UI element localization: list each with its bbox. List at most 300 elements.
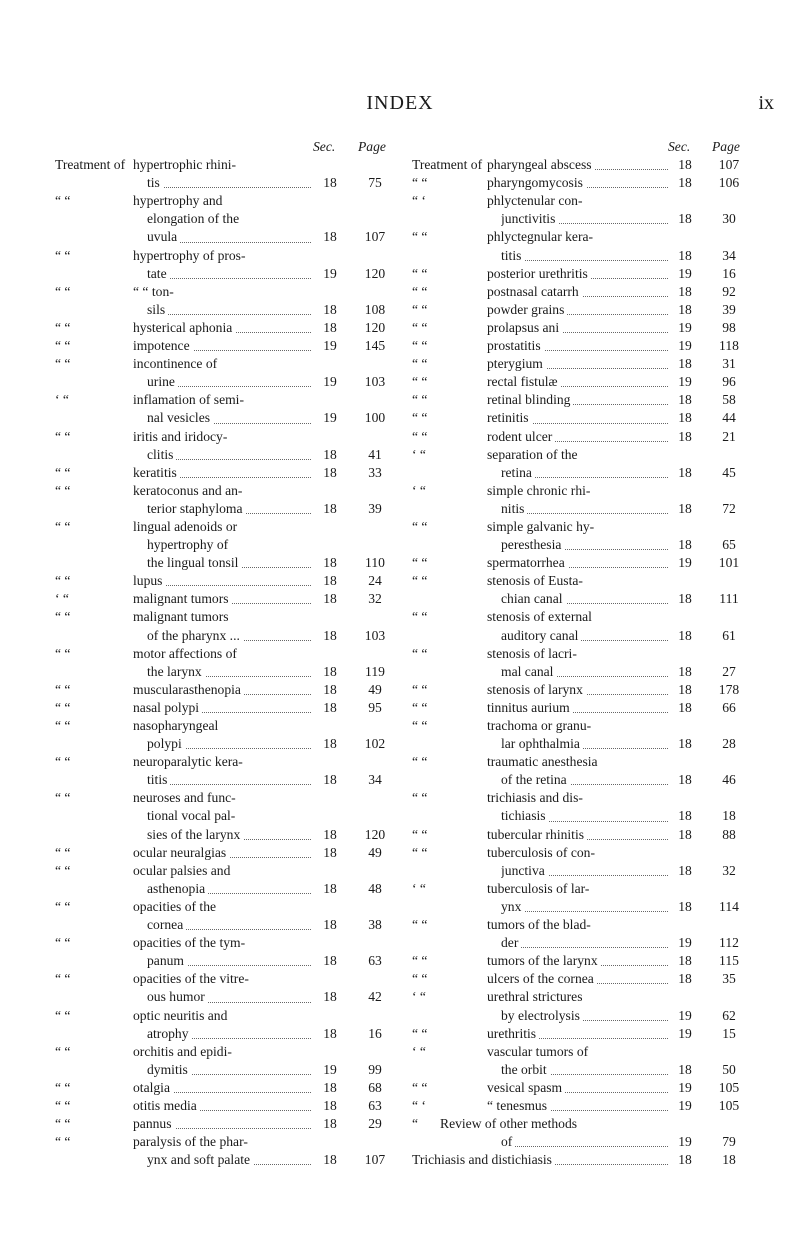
entry-text [147,409,315,427]
column-header [55,138,390,156]
entry-label: dymitis [147,1062,191,1077]
entry-text [147,1151,315,1169]
entry-page: 62 [722,1007,736,1023]
page-header [0,92,800,116]
entry-label: “ “ ton- [133,284,177,299]
dot-leader [147,784,311,785]
entry-section: 18 [678,157,692,173]
index-entry [412,771,752,789]
entry-lead: “ “ [412,374,428,390]
entry-lead: “ “ [55,790,71,806]
entry-lead: “ “ [412,518,428,534]
entry-text [487,844,672,862]
entry-lead: ‘ “ [412,989,426,1005]
index-entry [412,1043,752,1061]
entry-page: 178 [718,681,740,697]
entry-page: 16 [368,1025,382,1041]
entry-text [133,645,315,663]
entry-label: ynx and soft palate [147,1152,253,1167]
entry-section: 18 [678,971,692,987]
entry-label: postnasal catarrh [487,284,582,299]
entry-page: 33 [368,464,382,480]
entry-text [147,301,315,319]
entry-text [487,717,672,735]
index-entry [55,1079,390,1097]
entry-lead: “ “ [55,844,71,860]
entry-lead: “ “ [55,193,71,209]
entry-page: 103 [364,374,386,390]
dot-leader [501,911,668,912]
index-entry [55,265,390,283]
index-entry [412,916,752,934]
entry-lead: “ “ [412,392,428,408]
entry-page: 48 [368,880,382,896]
entry-section: 18 [678,356,692,372]
entry-text [487,572,672,590]
entry-label: spermatorrhea [487,555,568,570]
entry-label: stenosis of lacri- [487,646,580,661]
entry-lead: ‘ “ [412,880,426,896]
index-entry [412,880,752,898]
entry-section: 19 [323,374,337,390]
entry-section: 18 [678,772,692,788]
entry-text [133,192,315,210]
entry-label: terior staphyloma [147,501,246,516]
entry-label: “ tenesmus [487,1098,550,1113]
dot-leader [147,187,311,188]
index-entry [55,681,390,699]
index-entry [412,1133,752,1151]
entry-text [487,880,672,898]
entry-label: cornea [147,917,186,932]
entry-section: 18 [678,681,692,697]
index-entry [55,446,390,464]
entry-text [487,319,672,337]
entry-label: otalgia [133,1080,173,1095]
entry-text [133,1079,315,1097]
entry-label: pharyngeal abscess [487,157,595,172]
entry-page: 105 [718,1097,740,1113]
index-entry [55,482,390,500]
entry-section: 19 [678,1134,692,1150]
index-entry [55,970,390,988]
entry-page: 96 [722,374,736,390]
entry-label: urethritis [487,1026,539,1041]
entry-page: 114 [719,898,739,914]
index-entry [412,428,752,446]
entry-label: urethral strictures [487,989,586,1004]
entry-text [487,283,672,301]
index-entry [55,1007,390,1025]
entry-text [133,337,315,355]
entry-section: 19 [678,1025,692,1041]
entry-lead: “ “ [412,953,428,969]
index-entry [55,1151,390,1169]
entry-section: 18 [678,627,692,643]
entry-lead: “ “ [412,718,428,733]
entry-page: 102 [364,736,386,752]
index-entry [412,1007,752,1025]
entry-lead: ‘ “ [412,446,426,462]
entry-label: tubercular rhinitis [487,827,587,842]
entry-section: 18 [678,537,692,553]
index-entry [412,572,752,590]
index-entry [412,699,752,717]
entry-section: 18 [678,736,692,752]
entry-section: 18 [323,1116,337,1132]
entry-label: simple chronic rhi- [487,483,593,498]
entry-section: 19 [323,338,337,354]
entry-text [487,228,672,246]
index-entry [55,789,390,807]
entry-lead: “ “ [412,754,428,770]
index-entry [55,717,390,735]
entry-label: nasopharyngeal [133,718,221,733]
entry-lead: “ “ [55,1116,71,1132]
entry-section: 18 [323,446,337,462]
index-entry [412,1061,752,1079]
entry-text [412,1151,672,1169]
entry-page: 111 [719,591,739,607]
entry-text [133,789,315,807]
index-entry [55,247,390,265]
entry-page: 66 [722,699,736,715]
entry-section: 18 [678,464,692,480]
entry-label: urine [147,374,178,389]
entry-label: rodent ulcer [487,429,555,444]
entry-lead: “ “ [55,283,71,299]
entry-label: keratitis [133,465,180,480]
index-entry [412,934,752,952]
entry-page: 145 [364,338,386,354]
index-entry [55,554,390,572]
entry-lead: “ “ [55,898,71,914]
index-entry [55,771,390,789]
entry-text [147,228,315,246]
entry-page: 99 [368,1061,382,1077]
entry-section: 18 [323,1097,337,1113]
index-entry [412,373,752,391]
entry-text [501,464,672,482]
entry-section: 18 [323,826,337,842]
entry-lead: “ “ [412,410,428,426]
entry-label: polypi [147,736,185,751]
index-entry [412,735,752,753]
entry-section: 18 [323,953,337,969]
index-entry [55,391,390,409]
entry-label: Trichiasis and distichiasis [412,1152,555,1167]
index-entry [412,156,752,174]
entry-label: titis [501,248,524,263]
entry-text [133,464,315,482]
entry-label: retinitis [487,410,532,425]
entry-text [487,337,672,355]
entry-label: elongation of the [147,211,242,226]
index-entry [55,1043,390,1061]
entry-lead: “ “ [55,935,71,951]
entry-page: 39 [368,500,382,516]
entry-page: 103 [364,627,386,643]
entry-label: otitis media [133,1098,200,1113]
entry-section: 18 [678,953,692,969]
entry-label: nitis [501,501,527,516]
entry-text [133,482,315,500]
entry-page: 44 [722,410,736,426]
entry-label: titis [147,772,170,787]
index-entry [55,663,390,681]
entry-label: vascular tumors of [487,1044,591,1059]
index-entry [412,898,752,916]
index-entry [412,627,752,645]
entry-label: pterygium [487,356,546,371]
entry-page: 120 [364,265,386,281]
entry-lead: Treatment of [412,157,483,173]
entry-text [501,500,672,518]
entry-page: 49 [368,681,382,697]
entry-section: 18 [323,663,337,679]
index-entry [412,210,752,228]
entry-text [501,934,672,952]
entry-label: stenosis of larynx [487,682,586,697]
entry-page: 120 [364,826,386,842]
entry-label: lupus [133,573,165,588]
entry-text [133,1007,315,1025]
entry-label: powder grains [487,302,567,317]
entry-label: sies of the larynx [147,827,243,842]
entry-page: 118 [719,338,739,354]
entry-section: 18 [678,591,692,607]
entry-text [487,446,672,464]
entry-lead: “ “ [412,555,428,571]
entry-page: 115 [719,953,739,969]
entry-page: 15 [722,1025,736,1041]
entry-section: 19 [678,555,692,571]
entry-text [133,391,315,409]
index-entry [412,355,752,373]
entry-label: hypertrophy and [133,193,225,208]
entry-text [487,373,672,391]
entry-lead: ‘ “ [55,392,69,408]
entry-label: prostatitis [487,338,544,353]
entry-text [487,952,672,970]
entry-text [133,699,315,717]
entry-label: prolapsus ani [487,320,562,335]
entry-text [147,554,315,572]
entry-label: tate [147,266,170,281]
entry-text [487,988,672,1006]
entry-label: posterior urethritis [487,266,591,281]
entry-lead: “ “ [412,917,428,933]
entry-text [133,608,315,626]
entry-label: nal vesicles [147,410,213,425]
page-header-label: Page [712,139,740,154]
index-entry [55,1133,390,1151]
entry-section: 19 [678,1007,692,1023]
entry-section: 18 [323,500,337,516]
entry-text [147,771,315,789]
entry-text [147,373,315,391]
entry-label: Review of other methods [440,1116,580,1131]
entry-lead: “ “ [412,971,428,987]
entry-page: 107 [364,1152,386,1168]
entry-label: ocular palsies and [133,863,233,878]
entry-page: 32 [368,591,382,607]
entry-page: 120 [364,319,386,335]
entry-label: neuroses and func- [133,790,239,805]
entry-text [147,807,315,825]
entry-label: tuberculosis of con- [487,845,598,860]
entry-page: 45 [722,464,736,480]
index-entry [412,970,752,988]
entry-lead: “ “ [412,645,428,661]
entry-label: the orbit [501,1062,550,1077]
entry-text [501,663,672,681]
entry-text [487,409,672,427]
entry-section: 19 [678,374,692,390]
entry-text [487,681,672,699]
index-entry [55,753,390,771]
entry-page: 61 [722,627,736,643]
index-entry [412,228,752,246]
entry-label: muscularasthenopia [133,682,244,697]
index-entry [55,319,390,337]
index-entry [55,862,390,880]
entry-page: 75 [368,175,382,191]
entry-label: opacities of the vitre- [133,971,252,986]
entry-text [133,518,315,536]
index-entry [412,391,752,409]
entry-lead: “ “ [412,338,428,354]
index-entry [55,952,390,970]
index-entry [55,898,390,916]
index-entry [412,1025,752,1043]
entry-section: 19 [323,410,337,426]
dot-leader [501,947,668,948]
entry-page: 110 [365,555,385,571]
index-entry [412,536,752,554]
index-entry [412,500,752,518]
index-entry [412,952,752,970]
entry-section: 18 [678,301,692,317]
entry-section: 19 [678,1079,692,1095]
entry-text [487,174,672,192]
index-entry [412,844,752,862]
entry-text [147,1025,315,1043]
entry-label: phlyctenular con- [487,193,586,208]
entry-lead: “ “ [412,319,428,335]
entry-lead: “ “ [412,283,428,299]
index-entry [412,681,752,699]
entry-label: trachoma or granu- [487,718,594,733]
entry-page: 38 [368,917,382,933]
entry-text [133,934,315,952]
entry-section: 18 [323,1152,337,1168]
entry-text [133,283,315,301]
index-entry [55,428,390,446]
entry-text [147,826,315,844]
entry-page: 32 [722,862,736,878]
index-entry [412,464,752,482]
entry-section: 18 [323,880,337,896]
entry-lead: “ “ [412,301,428,317]
entry-section: 18 [678,211,692,227]
entry-lead: “ “ [55,338,71,354]
index-entry [412,446,752,464]
entry-label: clitis [147,447,176,462]
entry-text [147,880,315,898]
index-entry [55,210,390,228]
index-entry [55,174,390,192]
entry-text [133,156,315,174]
index-entry [412,319,752,337]
index-entry [412,1115,752,1133]
dot-leader [147,314,311,315]
entry-page: 42 [368,989,382,1005]
entry-page: 105 [718,1079,740,1095]
index-entry [55,464,390,482]
entry-page: 107 [718,157,740,173]
entry-lead: “ “ [55,1134,71,1150]
entry-page: 63 [368,1097,382,1113]
index-entry [412,337,752,355]
entry-section: 18 [678,1152,692,1168]
entry-section: 18 [678,247,692,263]
entry-section: 19 [678,265,692,281]
entry-section: 18 [678,283,692,299]
entry-lead: “ “ [55,718,71,733]
index-entry [55,807,390,825]
index-entry [55,844,390,862]
entry-label: lar ophthalmia [501,736,583,751]
entry-text [133,572,315,590]
entry-label: der [501,935,521,950]
entry-label: retina [501,465,535,480]
entry-text [501,1133,672,1151]
entry-page: 30 [722,211,736,227]
page-header-label: Page [358,139,386,154]
entry-text [487,1025,672,1043]
entry-text [133,753,315,771]
index-entry [55,627,390,645]
entry-section: 18 [323,301,337,317]
entry-text [133,898,315,916]
entry-text [147,210,315,228]
entry-text [133,590,315,608]
entry-section: 19 [323,265,337,281]
entry-section: 18 [678,175,692,191]
entry-label: malignant tumors [133,609,232,624]
entry-page: 72 [722,500,736,516]
index-entry [55,518,390,536]
index-entry [412,608,752,626]
entry-section: 18 [678,410,692,426]
entry-section: 18 [678,428,692,444]
entry-label: pannus [133,1116,175,1131]
index-entry [55,590,390,608]
index-entry [412,482,752,500]
entry-text [487,1079,672,1097]
entry-section: 18 [323,1025,337,1041]
entry-text [133,1043,315,1061]
entry-label: nasal polypi [133,700,202,715]
entry-label: phlyctegnular kera- [487,229,596,244]
entry-label: atrophy [147,1026,192,1041]
dot-leader [501,260,668,261]
index-entry [55,337,390,355]
entry-text [147,735,315,753]
entry-section: 18 [323,772,337,788]
entry-label: peresthesia [501,537,564,552]
